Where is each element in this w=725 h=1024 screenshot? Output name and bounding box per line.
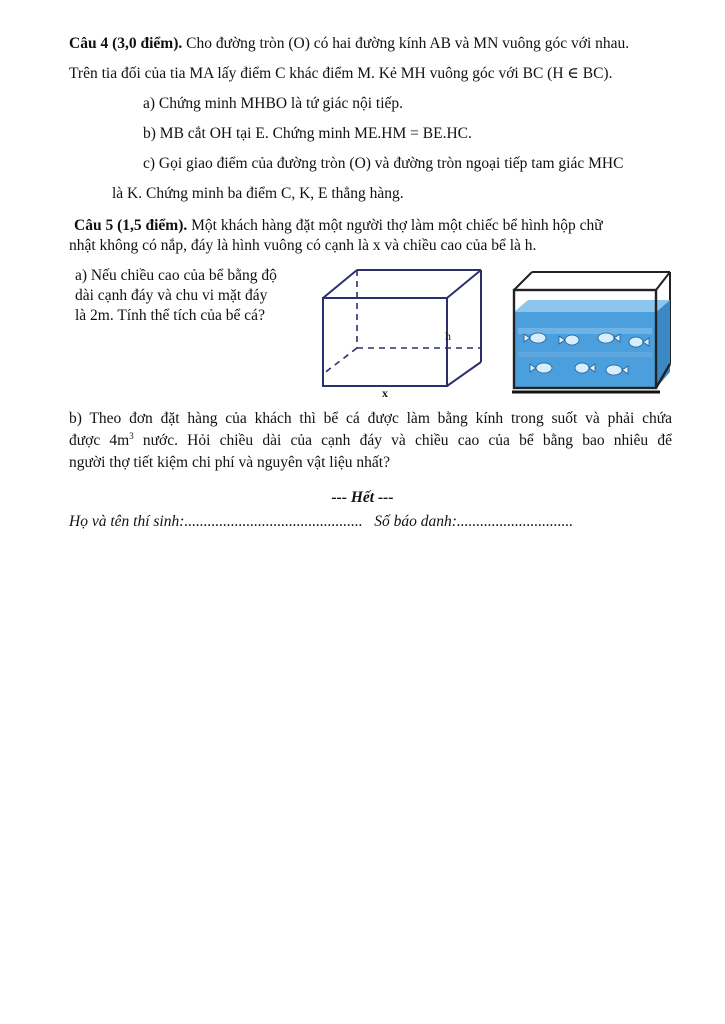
q5-part-a-line1: a) Nếu chiều cao của bể bằng độ [75, 267, 277, 284]
q5-part-b-volume: được 4m [69, 432, 130, 449]
q4-heading: Câu 4 (3,0 điểm). [69, 35, 183, 52]
q5-line2: nhật không có nắp, đáy là hình vuông có cạnh là x và chiều cao của bể là h. [69, 237, 537, 254]
q4-part-b: b) MB cắt OH tại E. Chứng minh ME.HM = BE.HC. [143, 125, 472, 142]
q5-line1 [74, 216, 603, 236]
q5-part-b-line1: b) Theo đơn đặt hàng của khách thì bể cá được làm bằng kính trong suốt và phải chứa [69, 410, 672, 427]
cuboid-diagram [315, 264, 497, 400]
q5-part-a-line3: là 2m. Tính thể tích của bể cá? [75, 307, 265, 324]
q5-intro: Một khách hàng đặt một người thợ làm một chiếc bể hình hộp chữ [187, 217, 603, 234]
q5-heading: Câu 5 (1,5 điểm). [74, 217, 188, 234]
q4-part-a: a) Chứng minh MHBO là tứ giác nội tiếp. [143, 95, 404, 112]
name-field: .............................................. [184, 513, 363, 530]
q4-line2: Trên tia đối của tia MA lấy điểm C khác điểm M. Kẻ MH vuông góc với BC (H ∈ BC). [69, 65, 613, 82]
q5-part-b-exponent: 3 [129, 431, 134, 441]
q4-line1 [69, 34, 629, 54]
q4-part-c-line2: là K. Chứng minh ba điểm C, K, E thẳng hàng. [112, 185, 404, 202]
q5-part-b-rest: nước. Hỏi chiều dài của cạnh đáy và chiều cao của bể bằng bao nhiêu để [133, 432, 672, 449]
sbd-label: Số báo danh: [374, 513, 457, 530]
sbd-field: .............................. [456, 513, 574, 530]
q5-part-a-line2: dài cạnh đáy và chu vi mặt đáy [75, 287, 268, 304]
q4-intro: Cho đường tròn (O) có hai đường kính AB và MN vuông góc với nhau. [182, 35, 630, 52]
q5-part-b-line3: người thợ tiết kiệm chi phí và nguyên vật liệu nhất? [69, 454, 390, 471]
height-label: h [445, 329, 451, 343]
name-label: Họ và tên thí sinh: [69, 513, 185, 530]
q4-part-c-line1: c) Gọi giao điểm của đường tròn (O) và đường tròn ngoại tiếp tam giác MHC [143, 155, 624, 172]
end-mark: --- Hết --- [331, 489, 394, 506]
candidate-info [69, 512, 573, 532]
base-label: x [382, 386, 388, 400]
fish-tank-illustration-icon [510, 268, 674, 396]
q5-part-b-line2 [69, 431, 672, 451]
